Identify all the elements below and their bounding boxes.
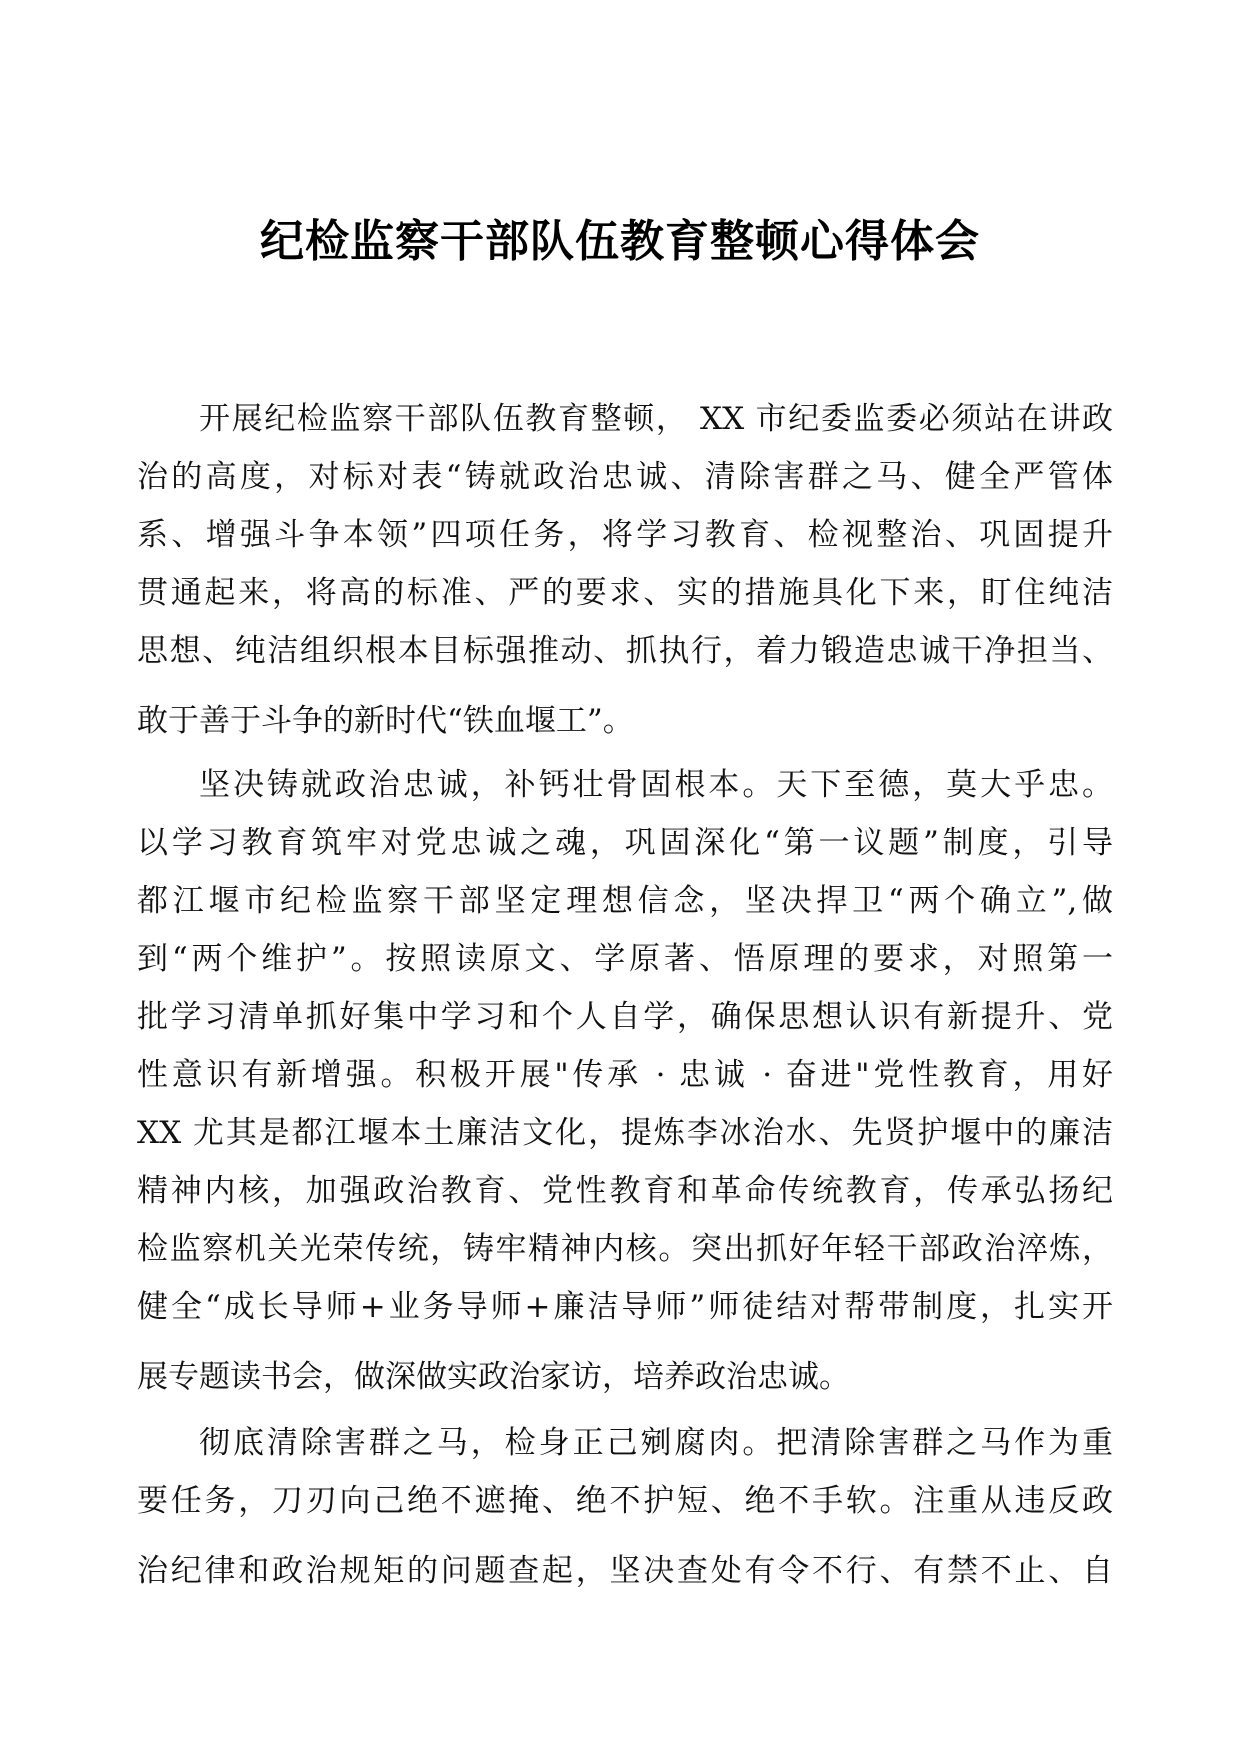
text-line: 检监察机关光荣传统，铸牢精神内核。突出抓好年轻干部政治淬炼， [137, 1231, 1113, 1267]
text-line: 敢于善于斗争的新时代“铁血堰工”。 [137, 703, 634, 739]
paragraph-1 [137, 390, 1113, 750]
paragraph-3 [137, 1414, 1113, 1600]
text-line: 治纪律和政治规矩的问题查起，坚决查处有令不行、有禁不止、自 [137, 1553, 1113, 1589]
text-line: XX 尤其是都江堰本土廉洁文化，提炼李冰治水、先贤护堰中的廉洁 [137, 1115, 1113, 1151]
text-line: 开展纪检监察干部队伍教育整顿， XX 市纪委监委必须站在讲政 [199, 401, 1113, 437]
text-line: 系、增强斗争本领”四项任务，将学习教育、检视整治、巩固提升 [137, 517, 1113, 553]
text-line: 贯通起来，将高的标准、严的要求、实的措施具化下来，盯住纯洁 [137, 575, 1113, 611]
text-line: 以学习教育筑牢对党忠诚之魂，巩固深化“第一议题”制度，引导 [137, 825, 1113, 861]
text-line: 健全“成长导师+业务导师+廉洁导师”师徒结对帮带制度，扎实开 [137, 1289, 1113, 1325]
text-line: 要任务，刀刃向己绝不遮掩、绝不护短、绝不手软。注重从违反政 [137, 1483, 1113, 1519]
text-line: 展专题读书会，做深做实政治家访，培养政治忠诚。 [137, 1359, 850, 1395]
text-line: 思想、纯洁组织根本目标强推动、抓执行，着力锻造忠诚干净担当、 [137, 633, 1113, 669]
document-body [137, 390, 1113, 1600]
text-line: 性意识有新增强。积极开展"传承 · 忠诚 · 奋进"党性教育，用好 [137, 1057, 1113, 1093]
text-line: 都江堰市纪检监察干部坚定理想信念，坚决捍卫“两个确立”,做 [137, 883, 1113, 919]
text-line: 到“两个维护”。按照读原文、学原著、悟原理的要求，对照第一 [137, 941, 1113, 977]
text-line: 坚决铸就政治忠诚，补钙壮骨固根本。天下至德，莫大乎忠。 [199, 767, 1113, 803]
paragraph-2 [137, 756, 1113, 1406]
text-line: 治的高度，对标对表“铸就政治忠诚、清除害群之马、健全严管体 [137, 459, 1113, 495]
text-line: 彻底清除害群之马，检身正己剜腐肉。把清除害群之马作为重 [199, 1425, 1113, 1461]
text-line: 批学习清单抓好集中学习和个人自学，确保思想认识有新提升、党 [137, 999, 1113, 1035]
document-title: 纪检监察干部队伍教育整顿心得体会 [260, 216, 980, 267]
text-line: 精神内核，加强政治教育、党性教育和革命传统教育，传承弘扬纪 [137, 1173, 1113, 1209]
